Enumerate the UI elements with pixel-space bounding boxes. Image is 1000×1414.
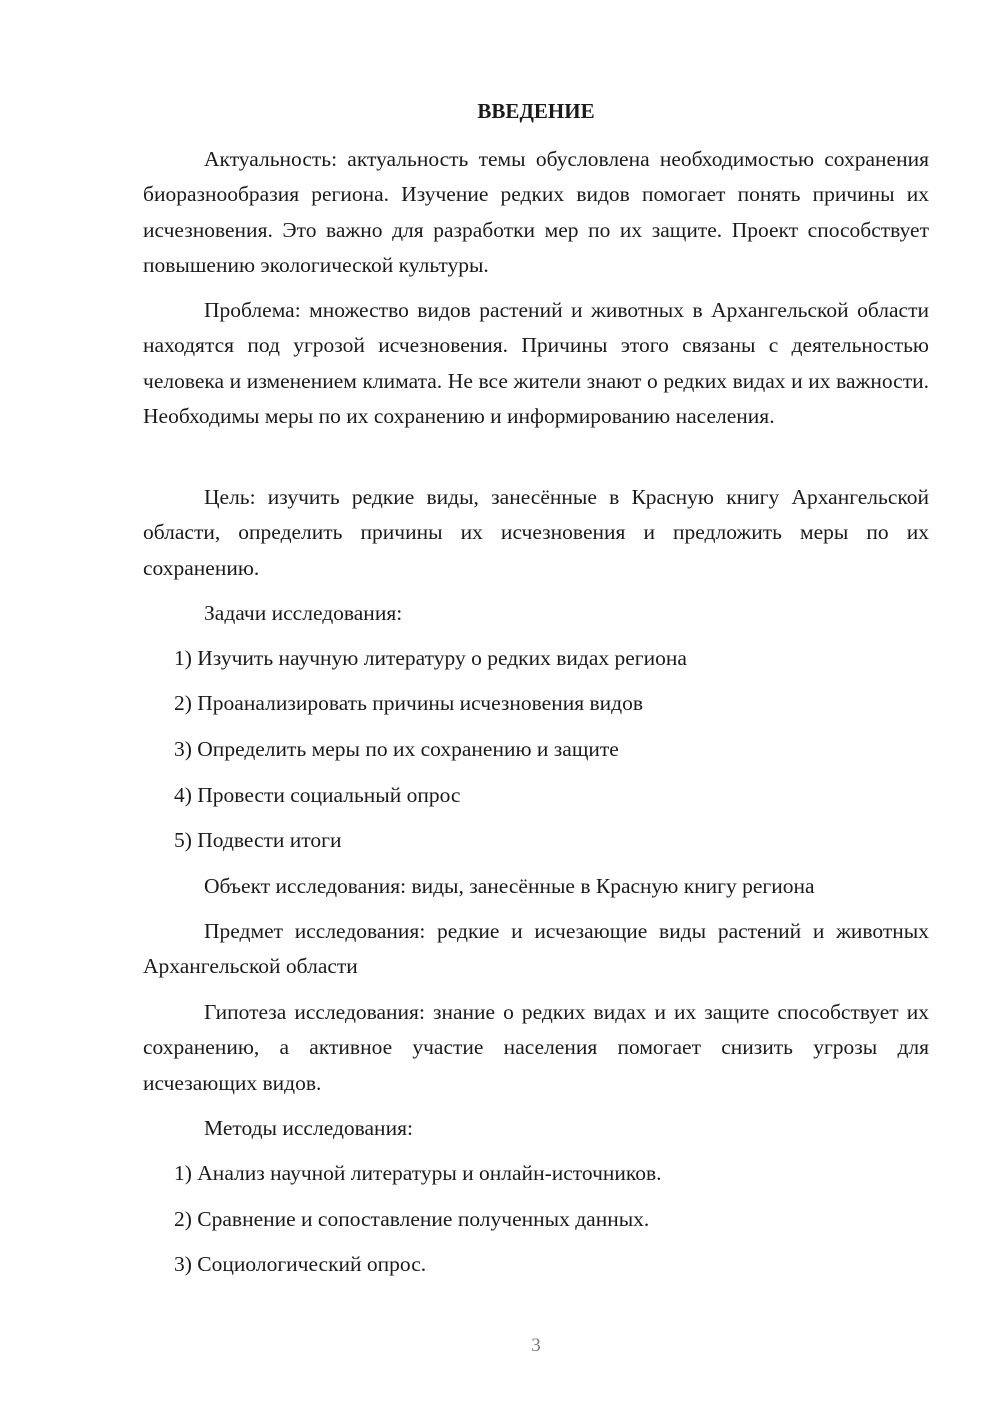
method-item: 2) Сравнение и сопоставление полученных данных. <box>174 1207 650 1231</box>
hypothesis-paragraph: Гипотеза исследования: знание о редких видах и их защите способствует их сохранению, а активное участие населения помогает снизить угрозы для исчезающих видов. <box>143 1000 929 1095</box>
task-item: 4) Провести социальный опрос <box>174 783 461 807</box>
subject-paragraph: Предмет исследования: редкие и исчезающие виды растений и животных Архангельской области <box>143 919 929 979</box>
object-paragraph: Объект исследования: виды, занесённые в Красную книгу региона <box>204 874 815 898</box>
goal-paragraph: Цель: изучить редкие виды, занесённые в Красную книгу Архангельской области, определить причины их исчезновения и предложить меры по их сохранению. <box>143 485 929 580</box>
task-item: 1) Изучить научную литературу о редких видах региона <box>174 646 687 670</box>
problem-paragraph: Проблема: множество видов растений и животных в Архангельской области находятся под угрозой исчезновения. Причины этого связаны с деятельностью человека и изменением климата. Не все жители знают о редких видах и их важности. Необходимы меры по их сохранению и информированию населения. <box>143 298 929 429</box>
methods-heading: Методы исследования: <box>204 1116 413 1140</box>
page-number: 3 <box>531 1335 541 1356</box>
task-item: 5) Подвести итоги <box>174 828 342 852</box>
relevance-paragraph: Актуальность: актуальность темы обусловлена необходимостью сохранения биоразнообразия региона. Изучение редких видов помогает понять причины их исчезновения. Это важно для разработки мер по их защите. Проект способствует повышению экологической культуры. <box>143 147 929 278</box>
tasks-heading: Задачи исследования: <box>204 601 403 625</box>
method-item: 3) Социологический опрос. <box>174 1252 427 1276</box>
method-item: 1) Анализ научной литературы и онлайн-источников. <box>174 1161 662 1185</box>
task-item: 2) Проанализировать причины исчезновения видов <box>174 691 643 715</box>
document-title: ВВЕДЕНИЕ <box>477 99 595 123</box>
task-item: 3) Определить меры по их сохранению и защите <box>174 737 619 761</box>
